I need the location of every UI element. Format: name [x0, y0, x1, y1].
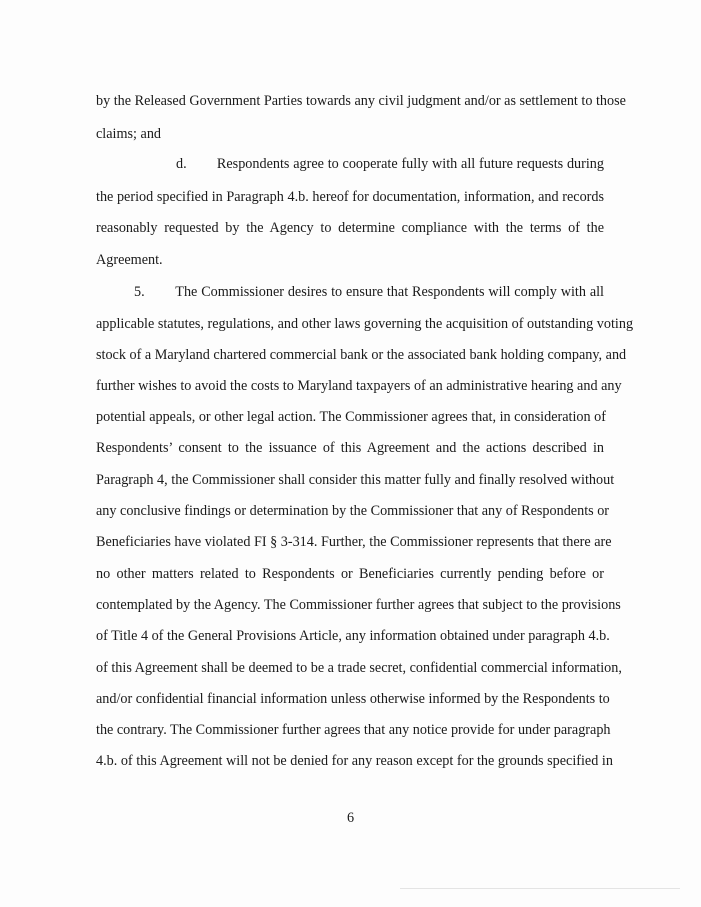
text-line-5: reasonably requested by the Agency to determine compliance with the terms of the — [96, 220, 604, 236]
text-line-22: 4.b. of this Agreement will not be denied for any reason except for the grounds specified in — [96, 753, 613, 769]
text-line-10: further wishes to avoid the costs to Maryland taxpayers of an administrative hearing and any — [96, 378, 622, 394]
text-line-21: the contrary. The Commissioner further agrees that any notice provide for under paragraph — [96, 722, 611, 738]
text-line-6: Agreement. — [96, 252, 163, 268]
text-line-14: any conclusive findings or determination by the Commissioner that any of Respondents or — [96, 503, 610, 519]
text-line-4: the period specified in Paragraph 4.b. hereof for documentation, information, and records — [96, 189, 604, 205]
text-line-2: claims; and — [96, 126, 162, 142]
text-line-9: stock of a Maryland chartered commercial bank or the associated bank holding company, and — [96, 347, 627, 363]
text-line-17: contemplated by the Agency. The Commissioner further agrees that subject to the provisions — [96, 597, 621, 613]
text-line-13: Paragraph 4, the Commissioner shall consider this matter fully and finally resolved without — [96, 472, 615, 488]
text-line-8: applicable statutes, regulations, and other laws governing the acquisition of outstanding voting — [96, 316, 634, 332]
text-line-1: by the Released Government Parties towards any civil judgment and/or as settlement to those — [96, 93, 626, 109]
text-line-11: potential appeals, or other legal action. The Commissioner agrees that, in consideration of — [96, 409, 606, 425]
text-line-12: Respondents’ consent to the issuance of this Agreement and the actions described in — [96, 440, 604, 456]
text-line-19: of this Agreement shall be deemed to be a trade secret, confidential commercial information, — [96, 660, 622, 676]
text-line-18: of Title 4 of the General Provisions Article, any information obtained under paragraph 4.b. — [96, 628, 610, 644]
scan-edge-divider — [400, 888, 680, 889]
text-line-15: Beneficiaries have violated FI § 3-314. Further, the Commissioner represents that there are — [96, 534, 612, 550]
text-line-7-paragraph-5: 5. The Commissioner desires to ensure that Respondents will comply with all — [134, 284, 604, 300]
text-line-16: no other matters related to Respondents or Beneficiaries currently pending before or — [96, 566, 604, 582]
page-number: 6 — [346, 810, 355, 826]
text-line-3-subpoint-d: d. Respondents agree to cooperate fully with all future requests during — [176, 156, 604, 172]
text-line-20: and/or confidential financial information unless otherwise informed by the Respondents to — [96, 691, 610, 707]
